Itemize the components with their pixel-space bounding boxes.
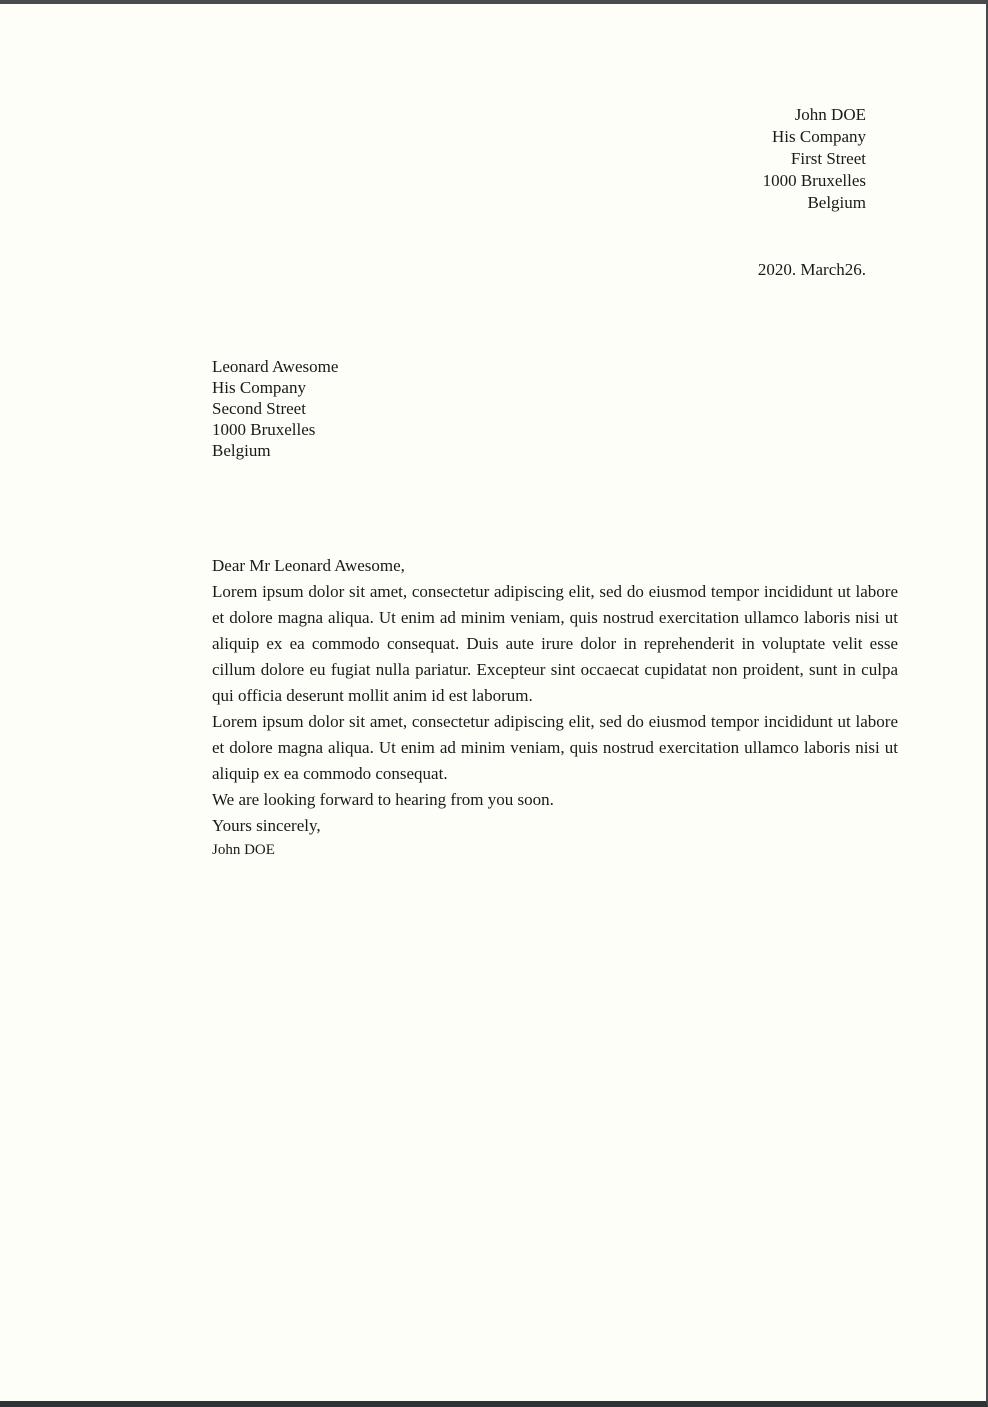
body-paragraph-1: Lorem ipsum dolor sit amet, consectetur adipiscing elit, sed do eiusmod tempor incididunt ut labore et dolore magna aliqua. Ut enim ad minim veniam, quis nostrud exercitation ullamco laboris nisi ut aliquip ex ea commodo consequat. Duis aute irure dolor in reprehenderit in voluptate velit esse cillum dolore eu fugiat nulla pariatur. Excepteur sint occaecat cupidatat non proident, sunt in culpa qui officia deserunt mollit anim id est laborum. <box>212 582 898 705</box>
body-paragraph-3: We are looking forward to hearing from you soon. <box>212 790 554 809</box>
sender-street: First Street <box>790 149 866 168</box>
sender-name: John DOE <box>794 105 866 124</box>
signature-name: John DOE <box>212 842 275 858</box>
letter-body <box>212 553 898 861</box>
recipient-name: Leonard Awesome <box>212 357 339 376</box>
recipient-street: Second Street <box>212 399 306 418</box>
sender-country: Belgium <box>807 193 866 212</box>
closing-phrase: Yours sincerely, <box>212 816 321 835</box>
body-paragraph-2: Lorem ipsum dolor sit amet, consectetur adipiscing elit, sed do eiusmod tempor incididunt ut labore et dolore magna aliqua. Ut enim ad minim veniam, quis nostrud exercitation ullamco laboris nisi ut aliquip ex ea commodo consequat. <box>212 712 898 783</box>
recipient-country: Belgium <box>212 441 271 460</box>
letter-date: 2020. March26. <box>757 260 866 279</box>
green-gradient-sidebar <box>25 28 193 1380</box>
sender-address-block <box>763 104 866 214</box>
recipient-company: His Company <box>212 378 306 397</box>
recipient-city: 1000 Bruxelles <box>212 420 316 439</box>
sender-company: His Company <box>772 127 866 146</box>
salutation: Dear Mr Leonard Awesome, <box>212 556 405 575</box>
sender-city: 1000 Bruxelles <box>762 171 866 190</box>
recipient-address-block <box>212 356 338 461</box>
